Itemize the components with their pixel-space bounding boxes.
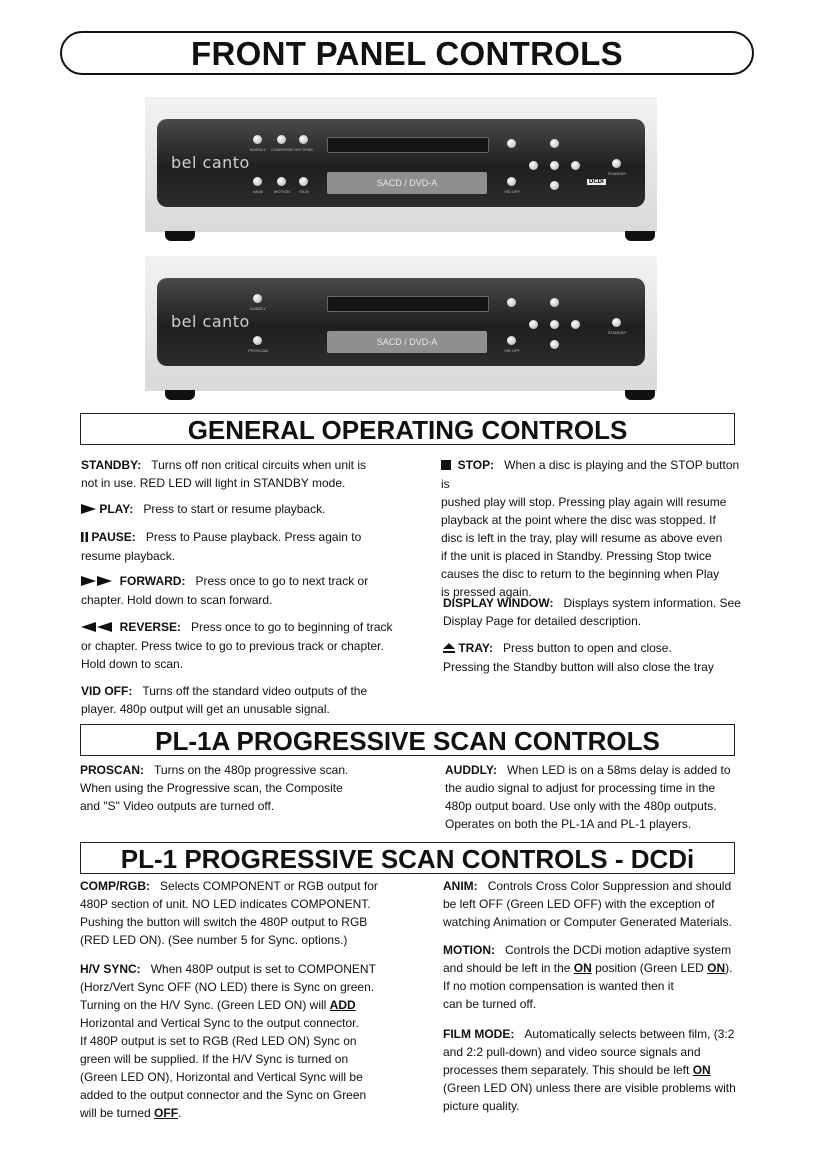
motion-button[interactable] <box>277 177 286 186</box>
auddly-description <box>445 761 755 833</box>
reverse-text-1: Press once to go to beginning of track <box>191 620 393 634</box>
pause-text-1: Press to Pause playback. Press again to <box>145 530 362 544</box>
film-mode-text-1: Automatically selects between film, (3:2 <box>524 1027 735 1041</box>
comp-rgb-label: COMP/RGB <box>271 147 293 152</box>
tray-term: TRAY: <box>458 641 494 655</box>
vid-off-label: VID OFF <box>504 348 520 353</box>
hv-sync-text-9-end: . <box>178 1106 182 1120</box>
vid-off-term: VID OFF: <box>81 684 133 698</box>
film-mode-text-4: (Green LED ON) unless there are visible problems with <box>443 1081 736 1095</box>
hv-sync-text-2: (Horz/Vert Sync OFF (NO LED) there is Sync on green. <box>80 980 375 994</box>
pause-text-2: resume playback. <box>81 548 176 563</box>
pause-term: PAUSE: <box>91 530 136 544</box>
film-mode-term: FILM MODE: <box>443 1027 515 1041</box>
stop-button[interactable] <box>550 181 559 190</box>
anim-text-3: watching Animation or Computer Generated Materials. <box>443 915 732 929</box>
auddly-button[interactable] <box>253 294 262 303</box>
comp-rgb-text-3: Pushing the button will switch the 480P output to RGB <box>80 915 368 929</box>
stop-text-4: disc is left in the tray, play will resume as above even <box>441 530 723 545</box>
auddly-text-3: 480p output board. Use only with the 480p outputs. <box>445 799 717 813</box>
hv-sync-text-1: When 480P output is set to COMPONENT <box>150 962 376 976</box>
play-button[interactable] <box>550 139 559 148</box>
reverse-description <box>81 618 411 673</box>
reverse-button[interactable] <box>529 320 538 329</box>
vid-off-text-2: player. 480p output will get an unusable signal. <box>81 702 330 716</box>
fast-forward-icon <box>81 573 113 591</box>
auddly-button[interactable] <box>253 135 262 144</box>
hv-sync-text-7: (Green LED ON), Horizontal and Vertical Sync will be <box>80 1070 363 1084</box>
disc-slot <box>327 137 489 153</box>
anim-button[interactable] <box>253 177 262 186</box>
comp-rgb-term: COMP/RGB: <box>80 879 150 893</box>
motion-term: MOTION: <box>443 943 495 957</box>
reverse-text-3: Hold down to scan. <box>81 656 184 671</box>
player-foot-right <box>625 390 655 400</box>
pl1a-heading: PL-1A PROGRESSIVE SCAN CONTROLS <box>80 724 735 756</box>
general-controls-heading: GENERAL OPERATING CONTROLS <box>80 413 735 445</box>
hv-sync-off-emphasis: OFF <box>154 1106 179 1120</box>
proscan-label: PROSCAN <box>248 348 268 353</box>
pause-button[interactable] <box>550 161 559 170</box>
proscan-button[interactable] <box>253 336 262 345</box>
display-window: SACD / DVD-A <box>327 331 487 353</box>
auddly-label: AUDDLY <box>250 306 266 311</box>
proscan-text-2: When using the Progressive scan, the Composite <box>80 781 343 795</box>
standby-text-1: Turns off non critical circuits when unit is <box>151 458 366 472</box>
eject-icon <box>443 640 455 658</box>
standby-label: STANDBY <box>607 171 627 176</box>
player-front-panel <box>157 119 645 207</box>
hv-sync-description <box>80 960 410 1122</box>
motion-text-2-mid: position (Green LED <box>591 961 708 975</box>
display-window: SACD / DVD-A <box>327 172 487 194</box>
standby-label: STANDBY <box>607 330 627 335</box>
page-title: FRONT PANEL CONTROLS <box>60 31 754 75</box>
forward-text-2: chapter. Hold down to scan forward. <box>81 592 273 607</box>
hv-sync-label: H/V SYNC <box>294 147 314 152</box>
stop-text-7: is pressed again. <box>441 584 532 599</box>
player-front-panel <box>157 278 645 366</box>
proscan-text-1: Turns on the 480p progressive scan. <box>154 763 349 777</box>
tray-description <box>443 639 753 676</box>
disc-slot <box>327 296 489 312</box>
display-window-term: DISPLAY WINDOW: <box>443 596 554 610</box>
player-image-pl1a <box>145 256 657 391</box>
anim-label: ANIM <box>253 189 263 194</box>
reverse-term: REVERSE: <box>119 620 182 634</box>
vid-off-button[interactable] <box>507 177 516 186</box>
tray-button[interactable] <box>507 298 516 307</box>
film-mode-on-emphasis: ON <box>692 1063 711 1077</box>
play-description <box>81 500 411 519</box>
player-image-pl1 <box>145 97 657 232</box>
hv-sync-text-8: added to the output connector and the Sync on Green <box>80 1088 367 1102</box>
motion-on-emphasis-2: ON <box>707 961 726 975</box>
standby-text-2: not in use. RED LED will light in STANDBY mode. <box>81 476 346 490</box>
forward-description <box>81 572 411 609</box>
stop-text-3: playback at the point where the disc was stopped. If <box>441 512 716 527</box>
forward-button[interactable] <box>571 161 580 170</box>
vid-off-button[interactable] <box>507 336 516 345</box>
vid-off-description <box>81 682 411 718</box>
pause-description <box>81 528 411 565</box>
stop-text-5: if the unit is placed in Standby. Pressing Stop twice <box>441 548 712 563</box>
film-label: FILM <box>299 189 309 194</box>
comp-rgb-text-4: (RED LED ON). (See number 5 for Sync. options.) <box>80 933 348 947</box>
stop-text-1: When a disc is playing and the STOP button is <box>441 458 740 491</box>
anim-text-2: be left OFF (Green LED OFF) with the exception of <box>443 897 715 911</box>
player-foot-left <box>165 390 195 400</box>
pause-button[interactable] <box>550 320 559 329</box>
hv-sync-text-5: If 480P output is set to RGB (Red LED ON) Sync on <box>80 1034 357 1048</box>
proscan-description <box>80 761 410 815</box>
auddly-label: AUDDLY <box>250 147 266 152</box>
proscan-text-3: and "S" Video outputs are turned off. <box>80 799 275 813</box>
standby-button[interactable] <box>612 318 621 327</box>
auddly-text-1: When LED is on a 58ms delay is added to <box>507 763 731 777</box>
anim-term: ANIM: <box>443 879 478 893</box>
comp-rgb-text-1: Selects COMPONENT or RGB output for <box>160 879 378 893</box>
auddly-term: AUDDLY: <box>445 763 498 777</box>
hv-sync-text-3: Turning on the H/V Sync. (Green LED ON) will <box>80 998 330 1012</box>
stop-button[interactable] <box>550 340 559 349</box>
film-button[interactable] <box>299 177 308 186</box>
motion-text-4: can be turned off. <box>443 997 537 1011</box>
hv-sync-term: H/V SYNC: <box>80 962 141 976</box>
brand-logo: bel canto <box>171 153 250 172</box>
display-window-text-1: Displays system information. See <box>563 596 741 610</box>
vid-off-label: VID OFF <box>504 189 520 194</box>
hv-sync-text-9: will be turned <box>80 1106 155 1120</box>
comp-rgb-text-2: 480P section of unit. NO LED indicates COMPONENT. <box>80 897 371 911</box>
auddly-text-4: Operates on both the PL-1A and PL-1 players. <box>445 817 692 831</box>
motion-text-2: and should be left in the <box>443 961 574 975</box>
stop-text-2: pushed play will stop. Pressing play again will resume <box>441 494 727 509</box>
proscan-term: PROSCAN: <box>80 763 145 777</box>
anim-text-1: Controls Cross Color Suppression and should <box>487 879 732 893</box>
play-term: PLAY: <box>99 502 134 516</box>
display-window-description <box>443 594 753 630</box>
reverse-text-2: or chapter. Press twice to go to previous track or chapter. <box>81 638 384 653</box>
auddly-text-2: the audio signal to adjust for processing time in the <box>445 781 716 795</box>
stop-text-6: causes the disc to return to the beginning when Play <box>441 566 720 581</box>
stop-description <box>441 456 751 601</box>
vid-off-text-1: Turns off the standard video outputs of the <box>142 684 368 698</box>
player-foot-right <box>625 231 655 241</box>
tray-text-1: Press button to open and close. <box>503 641 672 655</box>
play-text-1: Press to start or resume playback. <box>143 502 326 516</box>
stop-term: STOP: <box>457 458 495 472</box>
brand-logo: bel canto <box>171 312 250 331</box>
pl1-heading: PL-1 PROGRESSIVE SCAN CONTROLS - DCDi <box>80 842 735 874</box>
standby-button[interactable] <box>612 159 621 168</box>
film-mode-text-2: and 2:2 pull-down) and video source signals and <box>443 1045 701 1059</box>
motion-text-2-end: ). <box>725 961 733 975</box>
comp-rgb-button[interactable] <box>277 135 286 144</box>
film-mode-text-5: picture quality. <box>443 1099 520 1113</box>
motion-label: MOTION <box>274 189 290 194</box>
tray-button[interactable] <box>507 139 516 148</box>
motion-text-3: If no motion compensation is wanted then it <box>443 979 674 993</box>
forward-text-1: Press once to go to next track or <box>195 574 369 588</box>
hv-sync-text-6: green will be supplied. If the H/V Sync is turned on <box>80 1052 349 1066</box>
display-window-text-2: Display Page for detailed description. <box>443 614 642 628</box>
play-icon <box>81 501 96 519</box>
play-button[interactable] <box>550 298 559 307</box>
motion-on-emphasis: ON <box>573 961 592 975</box>
standby-term: STANDBY: <box>81 458 142 472</box>
motion-text-1: Controls the DCDi motion adaptive system <box>505 943 732 957</box>
film-mode-description <box>443 1025 753 1115</box>
player-foot-left <box>165 231 195 241</box>
comp-rgb-description <box>80 877 410 949</box>
rewind-icon <box>81 619 113 637</box>
standby-description <box>81 456 411 492</box>
hv-sync-add-emphasis: ADD <box>329 998 356 1012</box>
dcdi-badge: DCDi <box>589 179 604 185</box>
pause-icon <box>81 529 88 547</box>
tray-text-2: Pressing the Standby button will also close the tray <box>443 659 714 674</box>
motion-description <box>443 941 753 1013</box>
stop-icon <box>441 457 451 475</box>
forward-button[interactable] <box>571 320 580 329</box>
hv-sync-text-4: Horizontal and Vertical Sync to the output connector. <box>80 1016 359 1030</box>
reverse-button[interactable] <box>529 161 538 170</box>
hv-sync-button[interactable] <box>299 135 308 144</box>
forward-term: FORWARD: <box>119 574 186 588</box>
film-mode-text-3: processes them separately. This should be left <box>443 1063 693 1077</box>
anim-description <box>443 877 753 931</box>
